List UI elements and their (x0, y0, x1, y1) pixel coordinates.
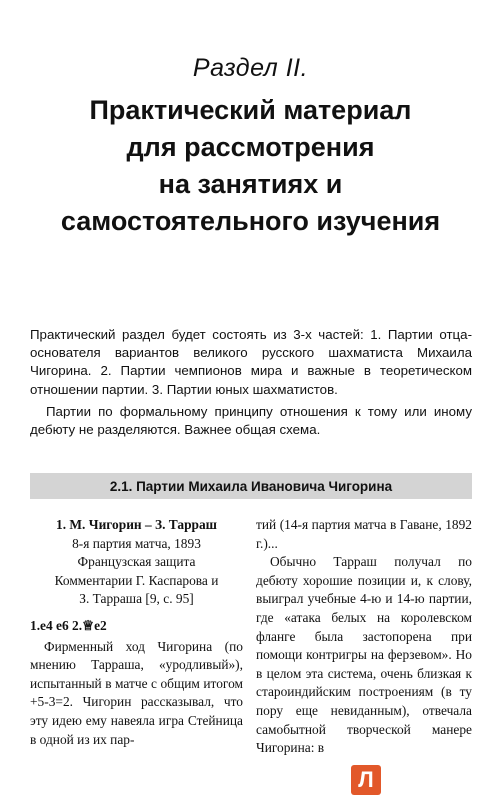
title-line: для рассмотрения (126, 132, 375, 162)
game-source: З. Тарраша [9, с. 95] (79, 591, 194, 607)
intro-text (30, 326, 472, 439)
commentary-paragraph: тий (14-я партия матча в Гаване, 1892 г.)... (256, 517, 472, 551)
game-comments: Комментарии Г. Каспарова и (54, 572, 219, 588)
game-opening: Французская защита (77, 554, 196, 570)
title-line: на занятиях и (158, 169, 343, 199)
right-column (256, 516, 472, 758)
page-title (0, 92, 501, 240)
subsection-heading: 2.1. Партии Михаила Ивановича Чигорина (30, 473, 472, 499)
commentary-paragraph: Обычно Тарраш получал по дебюту хорошие позиции и, к слову, выиграл учебные 4-ю и 14-ю партии, где «атака белых на королевском фланге была застопорена при помощи контригры на ферзевом». Но в целом эта система, очень близкая к староиндийским построениям (в ту пору еще невиданным), отвечала самобытной творческой манере Чигорина: в (256, 554, 472, 756)
title-line: самостоятельного изучения (60, 206, 441, 236)
game-players: 1. М. Чигорин – З. Тарраш (56, 517, 217, 532)
game-moves: 1.e4 e6 2.♕e2 (30, 617, 107, 633)
left-column (30, 516, 243, 749)
commentary-text: Фирменный ход Чигорина (по мнению Тарраша, «уродливый»), испытанный в матче с общим итогом +5-3=2. Чигорин рассказывал, что эту идею ему навеяла игра Стейница в одной из их пар- (30, 638, 243, 747)
watermark-logo: Л (351, 765, 381, 795)
section-label: Раздел II. (192, 54, 309, 82)
intro-paragraph: Партии по формальному принципу отношения к тому или иному дебюту не разделяются. Важнее общая схема. (30, 403, 472, 438)
game-info: 8-я партия матча, 1893 (72, 535, 201, 551)
title-line: Практический материал (89, 95, 412, 125)
game-header (30, 516, 243, 609)
intro-paragraph: Практический раздел будет состоять из 3-х частей: 1. Партии отца-основателя вариантов великого русского шахматиста Михаила Чигорина. 2. Партии чемпионов мира и важные в теоретическом отношении партии. 3. Партии юных шахматистов. (30, 327, 472, 397)
